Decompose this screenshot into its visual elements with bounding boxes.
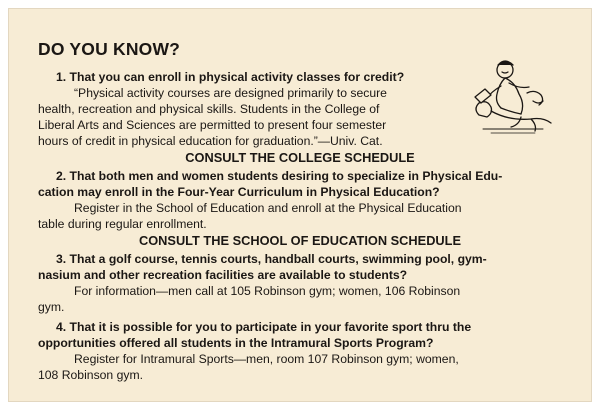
question-1-line: hours of credit in physical education for graduation.”—Univ. Cat. bbox=[38, 134, 383, 148]
consult-college-schedule: CONSULT THE COLLEGE SCHEDULE bbox=[185, 150, 415, 165]
question-4-title: opportunities offered all students in the Intramural Sports Program? bbox=[38, 336, 434, 350]
wrestlers-cartoon-icon bbox=[461, 53, 561, 141]
question-1-line: health, recreation and physical skills. Students in the College of bbox=[38, 102, 380, 116]
question-3-line: For information—men call at 105 Robinson gym; women, 106 Robinson bbox=[74, 284, 461, 298]
question-2-title: cation may enroll in the Four-Year Curriculum in Physical Education? bbox=[38, 185, 440, 199]
question-3-title: 3. That a golf course, tennis courts, handball courts, swimming pool, gym- bbox=[56, 252, 487, 266]
question-4-line: Register for Intramural Sports—men, room 107 Robinson gym; women, bbox=[74, 352, 459, 366]
postcard bbox=[9, 9, 591, 401]
headline: DO YOU KNOW? bbox=[38, 39, 181, 59]
question-3-line: gym. bbox=[38, 300, 65, 314]
question-4-line: 108 Robinson gym. bbox=[38, 368, 144, 382]
consult-education-schedule: CONSULT THE SCHOOL OF EDUCATION SCHEDULE bbox=[138, 233, 462, 248]
question-3-title: nasium and other recreation facilities are available to students? bbox=[38, 268, 408, 282]
question-4-title: 4. That it is possible for you to participate in your favorite sport thru the bbox=[56, 320, 472, 334]
question-1-line: Liberal Arts and Sciences are permitted to present four semester bbox=[38, 118, 387, 132]
question-1-line: “Physical activity courses are designed primarily to secure bbox=[74, 86, 387, 100]
question-2-title: 2. That both men and women students desiring to specialize in Physical Edu- bbox=[56, 169, 503, 183]
question-2-line: table during regular enrollment. bbox=[38, 217, 207, 231]
question-2-line: Register in the School of Education and enroll at the Physical Education bbox=[74, 201, 462, 215]
question-1-title: 1. That you can enroll in physical activity classes for credit? bbox=[56, 70, 405, 84]
